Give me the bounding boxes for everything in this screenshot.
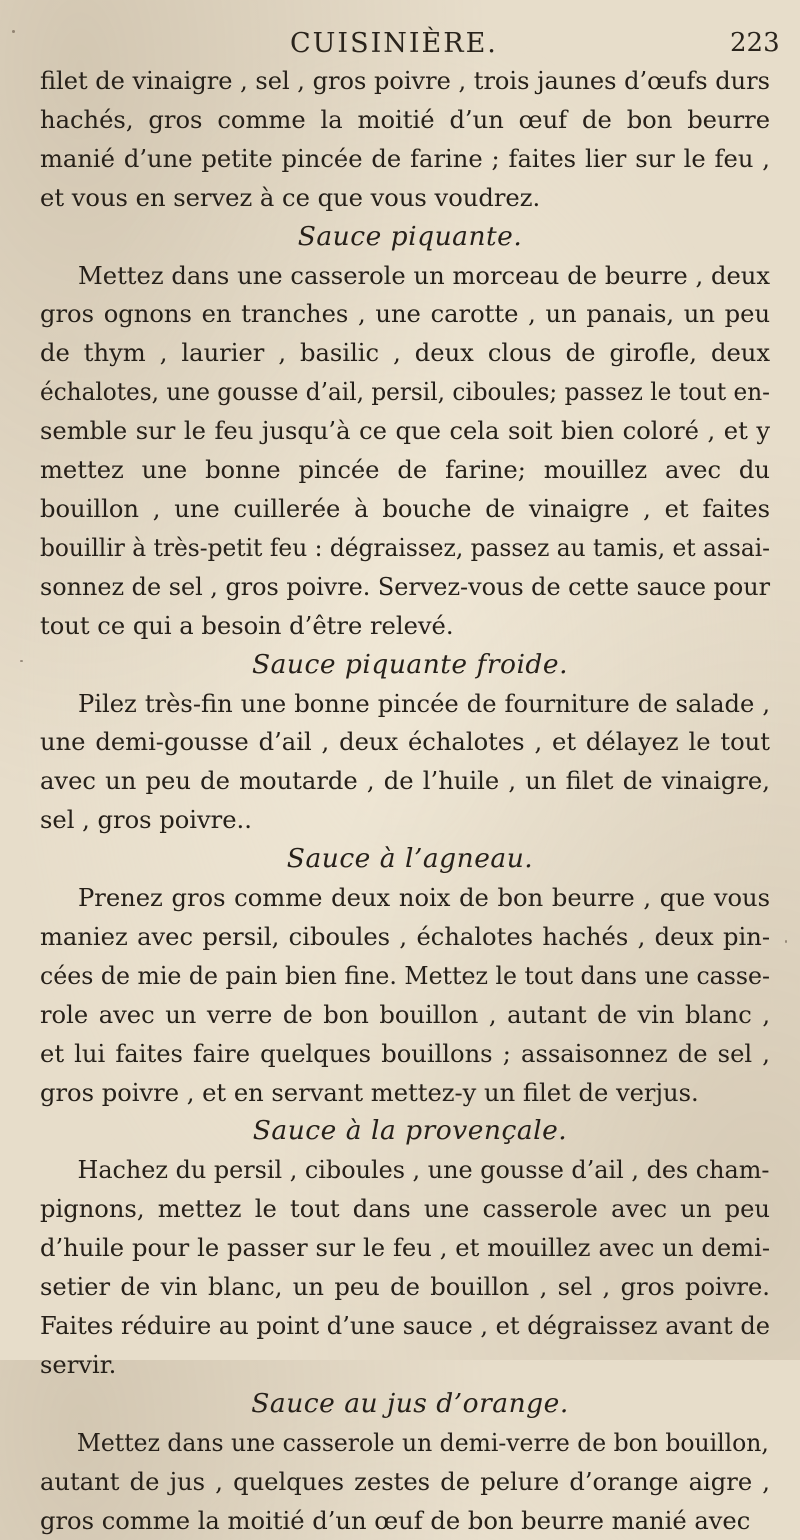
text-line: Faites réduire au point d’une sauce , et dégraissez avant de bbox=[40, 1312, 771, 1340]
page-number: 223 bbox=[730, 28, 780, 58]
text-line: et lui faites faire quelques bouillons ; assaisonnez de sel , bbox=[40, 1039, 770, 1068]
text-line: échalotes, une gousse d’ail, persil, ciboules; passez le tout en- bbox=[40, 378, 771, 407]
recipe-title: Sauce à l’agneau. bbox=[286, 843, 534, 875]
text-line: Prenez gros comme deux noix de bon beurre , que vous bbox=[78, 884, 771, 913]
recipe-title: Sauce piquante. bbox=[297, 220, 523, 252]
text-line: sonnez de sel , gros poivre. Servez-vous de cette sauce pour bbox=[40, 572, 771, 601]
recipe-paragraph bbox=[40, 1151, 770, 1384]
text-line: cées de mie de pain bien fine. Mettez le tout dans une casse- bbox=[40, 961, 770, 990]
paper-speck bbox=[300, 1330, 302, 1332]
text-line: role avec un verre de bon bouillon , autant de vin blanc , bbox=[40, 1000, 771, 1029]
recipe-paragraph bbox=[40, 685, 770, 841]
text-line: setier de vin blanc, un peu de bouillon , sel , gros poivre. bbox=[40, 1273, 770, 1302]
text-line: maniez avec persil, ciboules , échalotes hachés , deux pin- bbox=[40, 922, 771, 951]
recipe-title: Sauce piquante froide. bbox=[251, 648, 569, 680]
text-line: autant de jus , quelques zestes de pelure d’orange aigre , bbox=[40, 1467, 770, 1496]
recipe-paragraph bbox=[40, 257, 770, 646]
paper-speck bbox=[12, 30, 15, 33]
text-line: tout ce qui a besoin d’être relevé. bbox=[40, 611, 454, 640]
text-line: mettez une bonne pincée de farine; mouillez avec du bbox=[40, 456, 770, 485]
text-line: d’huile pour le passer sur le feu , et mouillez avec un demi- bbox=[40, 1234, 770, 1263]
text-line: Mettez dans une casserole un demi-verre de bon bouillon, bbox=[76, 1428, 769, 1457]
text-line: et vous en servez à ce que vous voudrez. bbox=[40, 183, 541, 212]
text-line: servir. bbox=[40, 1350, 117, 1379]
text-line: Mettez dans une casserole un morceau de beurre , deux bbox=[78, 261, 770, 290]
text-line: Hachez du persil , ciboules , une gousse d’ail , des cham- bbox=[77, 1156, 770, 1185]
text-line: bouillon , une cuillerée à bouche de vinaigre , et faites bbox=[40, 494, 770, 523]
page-header bbox=[0, 14, 800, 64]
opening-paragraph bbox=[40, 62, 770, 218]
paper-speck bbox=[760, 120, 762, 122]
text-line: gros ognons en tranches , une carotte , un panais, un peu bbox=[40, 300, 771, 329]
text-line: de thym , laurier , basilic , deux clous de girofle, deux bbox=[40, 339, 770, 368]
recipe-title: Sauce au jus d’orange. bbox=[251, 1387, 569, 1419]
text-line: bouillir à très-petit feu : dégraissez, passez au tamis, et assai- bbox=[40, 533, 771, 562]
text-line: gros poivre , et en servant mettez-y un filet de verjus. bbox=[40, 1078, 699, 1107]
text-line: filet de vinaigre , sel , gros poivre , trois jaunes d’œufs durs bbox=[40, 67, 771, 95]
text-line: hachés, gros comme la moitié d’un œuf de bon beurre bbox=[40, 105, 771, 134]
text-line: Pilez très-fin une bonne pincée de fourniture de salade , bbox=[78, 689, 771, 718]
text-line: manié d’une petite pincée de farine ; faites lier sur le feu , bbox=[40, 144, 770, 173]
text-line: avec un peu de moutarde , de l’huile , un filet de vinaigre, bbox=[40, 767, 770, 796]
paper-speck bbox=[785, 940, 787, 943]
recipe-paragraph bbox=[40, 1424, 770, 1540]
text-line: gros comme la moitié d’un œuf de bon beurre manié avec bbox=[40, 1506, 751, 1535]
text-line: semble sur le feu jusqu’à ce que cela soit bien coloré , et y bbox=[40, 417, 771, 446]
paper-speck bbox=[20, 660, 23, 662]
text-line: sel , gros poivre.. bbox=[40, 806, 252, 835]
page-body bbox=[40, 62, 770, 1540]
text-line: une demi-gousse d’ail , deux échalotes , et délayez le tout bbox=[40, 728, 770, 757]
text-line: pignons, mettez le tout dans une casserole avec un peu bbox=[40, 1195, 770, 1224]
recipe-title: Sauce à la provençale. bbox=[252, 1115, 568, 1147]
running-head: CUISINIÈRE. bbox=[290, 28, 498, 59]
recipe-paragraph bbox=[40, 879, 770, 1112]
